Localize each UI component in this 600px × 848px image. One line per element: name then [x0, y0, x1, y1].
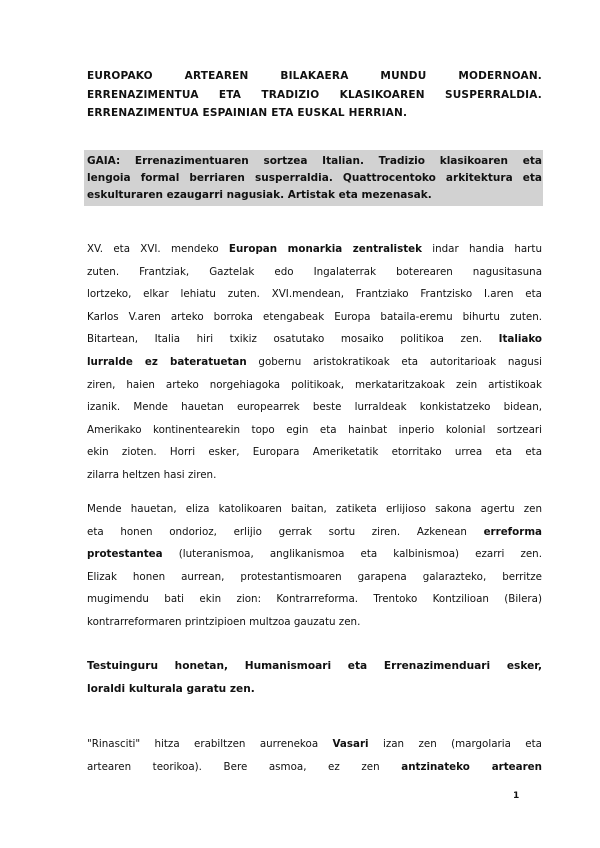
paragraph-line: artearen teorikoa). Bere asmoa, ez zen antzinateko artearen — [87, 760, 542, 773]
paragraph-line: Bitartean, Italia hiri txikiz osatutako mosaiko politikoa zen. Italiako — [87, 333, 542, 346]
paragraph-line: Karlos V.aren arteko borroka etengabeak Europa bataila-eremu bihurtu zuten. — [87, 310, 542, 323]
title-line-3: ERRENAZIMENTUA ESPAINIAN ETA EUSKAL HERRIAN. — [87, 107, 408, 119]
title-line-2: ERRENAZIMENTUA ETA TRADIZIO KLASIKOAREN SUSPERRALDIA. — [87, 88, 542, 101]
paragraph-line: Amerikako kontinentearekin topo egin eta hainbat inperio kolonial sortzeari — [87, 423, 542, 436]
paragraph-line: izanik. Mende hauetan europearrek beste lurraldeak konkistatzeko bidean, — [87, 401, 542, 414]
title-line-1: EUROPAKO ARTEAREN BILAKAERA MUNDU MODERNOAN. — [87, 70, 542, 82]
paragraph-line: loraldi kulturala garatu zen. — [87, 682, 255, 695]
paragraph-line: XV. eta XVI. mendeko Europan monarkia zentralistek indar handia hartu — [87, 243, 542, 255]
paragraph-line: "Rinasciti" hitza erabiltzen aurrenekoa Vasari izan zen (margolaria eta — [87, 738, 542, 750]
paragraph-line: protestantea (luteranismoa, anglikanismoa eta kalbinismoa) ezarri zen. — [87, 548, 542, 561]
paragraph-line: Elizak honen aurrean, protestantismoaren garapena galarazteko, berritze — [87, 570, 542, 583]
page-number: 1 — [513, 791, 520, 801]
paragraph-line: zilarra heltzen hasi ziren. — [87, 468, 217, 481]
topic-line-3: eskulturaren ezaugarri nagusiak. Artistak eta mezenasak. — [87, 189, 432, 201]
paragraph-line: ziren, haien arteko norgehiagoka politikoak, merkataritzakoak zein artistikoak — [87, 378, 542, 391]
paragraph-line: ekin zioten. Horri esker, Europara Ameriketatik etorritako urrea eta eta — [87, 446, 542, 459]
paragraph-line: eta honen ondorioz, erlijio gerrak sortu ziren. Azkenean erreforma — [87, 525, 542, 538]
paragraph-line: kontrarreformaren printzipioen multzoa gauzatu zen. — [87, 615, 361, 628]
document-title — [87, 67, 542, 123]
paragraph-1 — [87, 238, 542, 487]
paragraph-3 — [87, 655, 542, 700]
paragraph-line: Testuinguru honetan, Humanismoari eta Errenazimenduari esker, — [87, 660, 542, 672]
paragraph-2 — [87, 498, 542, 634]
paragraph-line: Mende hauetan, eliza katolikoaren baitan, zatiketa erlijioso sakona agertu zen — [87, 503, 542, 515]
topic-line-2: lengoia formal berriaren susperraldia. Quattrocentoko arkitektura eta — [87, 172, 542, 184]
paragraph-line: mugimendu bati ekin zion: Kontrarreforma. Trentoko Kontzilioan (Bilera) — [87, 593, 542, 606]
paragraph-line: lurralde ez bateratuetan gobernu aristokratikoak eta autoritarioak nagusi — [87, 355, 542, 368]
topic-box — [87, 153, 542, 204]
paragraph-line: lortzeko, elkar lehiatu zuten. XVI.mendean, Frantziako Frantzisko I.aren eta — [87, 288, 542, 301]
paragraph-line: zuten. Frantziak, Gaztelak edo Ingalaterrak boterearen nagusitasuna — [87, 265, 542, 278]
paragraph-4 — [87, 733, 542, 778]
topic-line-1: GAIA: Errenazimentuaren sortzea Italian. Tradizio klasikoaren eta — [87, 155, 542, 167]
